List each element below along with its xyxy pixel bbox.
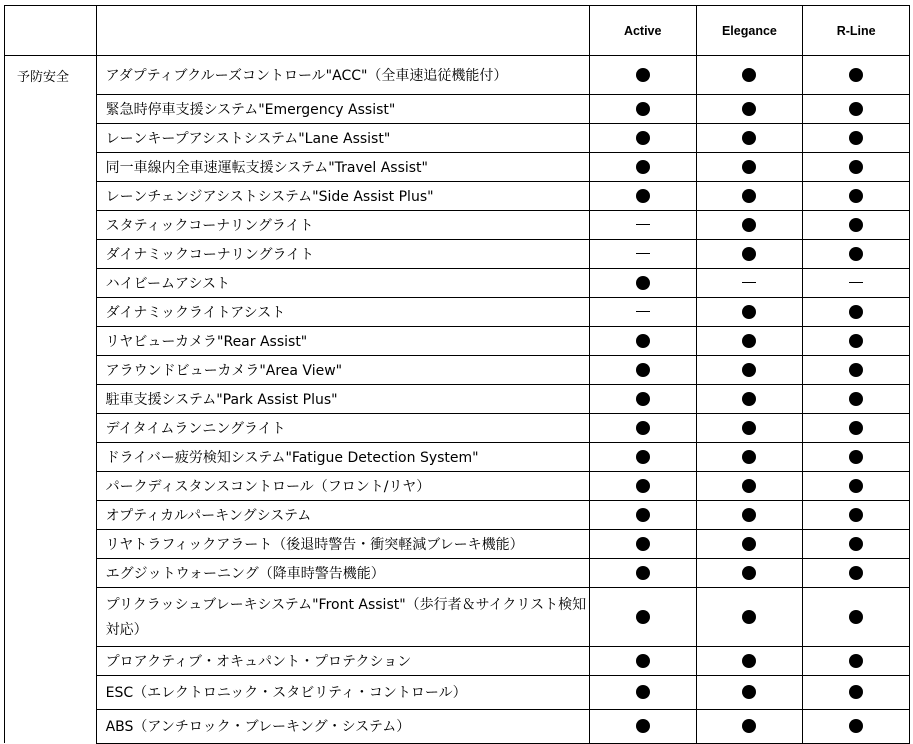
table-row (5, 646, 910, 675)
availability-cell (803, 268, 910, 297)
table-row (5, 709, 910, 743)
availability-cell (696, 471, 803, 500)
table-row (5, 587, 910, 646)
table-row (5, 413, 910, 442)
availability-cell (589, 529, 696, 558)
standard-dot-icon (849, 247, 863, 261)
standard-dot-icon (849, 685, 863, 699)
availability-cell (803, 471, 910, 500)
availability-cell (589, 413, 696, 442)
standard-dot-icon (849, 363, 863, 377)
standard-dot-icon (742, 566, 756, 580)
feature-name: エグジットウォーニング（降車時警告機能） (96, 558, 589, 587)
standard-dot-icon (742, 537, 756, 551)
availability-cell (803, 56, 910, 95)
standard-dot-icon (742, 68, 756, 82)
header-trim-elegance: Elegance (696, 6, 803, 56)
feature-name: レーンキープアシストシステム"Lane Assist" (96, 123, 589, 152)
standard-dot-icon (742, 508, 756, 522)
feature-name: オプティカルパーキングシステム (96, 500, 589, 529)
availability-cell (803, 646, 910, 675)
table-row (5, 239, 910, 268)
availability-cell (803, 94, 910, 123)
standard-dot-icon (636, 189, 650, 203)
availability-cell (803, 413, 910, 442)
availability-cell (696, 646, 803, 675)
equipment-table (4, 5, 910, 744)
availability-cell (696, 181, 803, 210)
availability-cell (803, 297, 910, 326)
availability-cell (589, 297, 696, 326)
availability-cell (696, 709, 803, 743)
table-row (5, 355, 910, 384)
standard-dot-icon (636, 68, 650, 82)
standard-dot-icon (742, 421, 756, 435)
availability-cell (696, 239, 803, 268)
availability-cell (696, 326, 803, 355)
availability-cell (803, 210, 910, 239)
category-spacer (5, 152, 97, 181)
header-trim-rline: R-Line (803, 6, 910, 56)
availability-cell (589, 675, 696, 709)
availability-cell (589, 181, 696, 210)
availability-cell (696, 675, 803, 709)
availability-cell (589, 152, 696, 181)
availability-cell (589, 326, 696, 355)
category-spacer (5, 709, 97, 743)
category-spacer (5, 558, 97, 587)
feature-name: スタティックコーナリングライト (96, 210, 589, 239)
availability-cell (696, 268, 803, 297)
standard-dot-icon (742, 450, 756, 464)
standard-dot-icon (636, 160, 650, 174)
feature-name: 同一車線内全車速運転支援システム"Travel Assist" (96, 152, 589, 181)
availability-cell (696, 355, 803, 384)
feature-name: アラウンドビューカメラ"Area View" (96, 355, 589, 384)
availability-cell (589, 56, 696, 95)
standard-dot-icon (636, 276, 650, 290)
table-row (5, 500, 910, 529)
standard-dot-icon (849, 654, 863, 668)
availability-cell (589, 500, 696, 529)
standard-dot-icon (636, 719, 650, 733)
standard-dot-icon (742, 247, 756, 261)
availability-cell (696, 297, 803, 326)
standard-dot-icon (849, 479, 863, 493)
feature-name: 駐車支援システム"Park Assist Plus" (96, 384, 589, 413)
standard-dot-icon (742, 392, 756, 406)
availability-cell (803, 709, 910, 743)
category-spacer (5, 675, 97, 709)
availability-cell (803, 558, 910, 587)
not-available-dash-icon (636, 253, 650, 255)
availability-cell (696, 500, 803, 529)
feature-name: アダプティブクルーズコントロール"ACC"（全車速追従機能付） (96, 56, 589, 95)
standard-dot-icon (742, 363, 756, 377)
standard-dot-icon (636, 421, 650, 435)
category-spacer (5, 355, 97, 384)
standard-dot-icon (849, 160, 863, 174)
table-row (5, 529, 910, 558)
availability-cell (696, 384, 803, 413)
category-spacer (5, 384, 97, 413)
feature-name: プリクラッシュブレーキシステム"Front Assist"（歩行者＆サイクリスト検知対応） (96, 587, 589, 646)
category-spacer (5, 210, 97, 239)
standard-dot-icon (742, 102, 756, 116)
standard-dot-icon (742, 218, 756, 232)
availability-cell (803, 355, 910, 384)
table-row (5, 210, 910, 239)
standard-dot-icon (742, 654, 756, 668)
availability-cell (696, 558, 803, 587)
standard-dot-icon (849, 334, 863, 348)
availability-cell (696, 56, 803, 95)
standard-dot-icon (849, 610, 863, 624)
availability-cell (696, 123, 803, 152)
standard-dot-icon (849, 102, 863, 116)
standard-dot-icon (849, 450, 863, 464)
availability-cell (589, 384, 696, 413)
standard-dot-icon (636, 450, 650, 464)
availability-cell (696, 152, 803, 181)
standard-dot-icon (849, 537, 863, 551)
availability-cell (589, 587, 696, 646)
not-available-dash-icon (636, 224, 650, 226)
standard-dot-icon (849, 218, 863, 232)
header-category-cell (5, 6, 97, 56)
availability-cell (803, 500, 910, 529)
table-row (5, 471, 910, 500)
availability-cell (589, 94, 696, 123)
feature-name: デイタイムランニングライト (96, 413, 589, 442)
availability-cell (589, 123, 696, 152)
standard-dot-icon (636, 508, 650, 522)
standard-dot-icon (636, 685, 650, 699)
standard-dot-icon (742, 305, 756, 319)
category-spacer (5, 500, 97, 529)
category-spacer (5, 646, 97, 675)
availability-cell (803, 384, 910, 413)
feature-name: パークディスタンスコントロール（フロント/リヤ） (96, 471, 589, 500)
standard-dot-icon (636, 610, 650, 624)
standard-dot-icon (636, 537, 650, 551)
availability-cell (589, 709, 696, 743)
table-row (5, 558, 910, 587)
availability-cell (803, 239, 910, 268)
standard-dot-icon (849, 508, 863, 522)
table-row (5, 675, 910, 709)
availability-cell (803, 181, 910, 210)
table-row (5, 123, 910, 152)
availability-cell (589, 558, 696, 587)
category-spacer (5, 471, 97, 500)
availability-cell (696, 587, 803, 646)
availability-cell (803, 123, 910, 152)
table-row (5, 442, 910, 471)
standard-dot-icon (742, 160, 756, 174)
standard-dot-icon (742, 685, 756, 699)
feature-name: ABS（アンチロック・ブレーキング・システム） (96, 709, 589, 743)
category-spacer (5, 529, 97, 558)
category-spacer (5, 123, 97, 152)
feature-name: ダイナミックライトアシスト (96, 297, 589, 326)
category-spacer (5, 326, 97, 355)
availability-cell (589, 646, 696, 675)
table-row (5, 326, 910, 355)
availability-cell (803, 152, 910, 181)
category-spacer (5, 94, 97, 123)
feature-name: ESC（エレクトロニック・スタビリティ・コントロール） (96, 675, 589, 709)
standard-dot-icon (849, 189, 863, 203)
availability-cell (803, 587, 910, 646)
category-spacer (5, 268, 97, 297)
category-spacer (5, 413, 97, 442)
availability-cell (589, 239, 696, 268)
table-row (5, 56, 910, 95)
availability-cell (803, 326, 910, 355)
standard-dot-icon (636, 131, 650, 145)
header-feature-cell (96, 6, 589, 56)
standard-dot-icon (849, 131, 863, 145)
category-label: 予防安全 (5, 56, 97, 95)
standard-dot-icon (849, 719, 863, 733)
availability-cell (589, 442, 696, 471)
availability-cell (696, 413, 803, 442)
standard-dot-icon (742, 610, 756, 624)
table-row (5, 384, 910, 413)
not-available-dash-icon (849, 282, 863, 284)
standard-dot-icon (636, 479, 650, 493)
standard-dot-icon (849, 566, 863, 580)
table-row (5, 152, 910, 181)
availability-cell (803, 442, 910, 471)
standard-dot-icon (742, 479, 756, 493)
not-available-dash-icon (742, 282, 756, 284)
availability-cell (803, 675, 910, 709)
header-row (5, 6, 910, 56)
availability-cell (589, 355, 696, 384)
availability-cell (589, 210, 696, 239)
standard-dot-icon (742, 334, 756, 348)
standard-dot-icon (742, 131, 756, 145)
availability-cell (696, 529, 803, 558)
standard-dot-icon (636, 392, 650, 406)
category-spacer (5, 587, 97, 646)
category-spacer (5, 181, 97, 210)
availability-cell (696, 442, 803, 471)
standard-dot-icon (849, 421, 863, 435)
feature-name: プロアクティブ・オキュパント・プロテクション (96, 646, 589, 675)
feature-name: リヤトラフィックアラート（後退時警告・衝突軽減ブレーキ機能） (96, 529, 589, 558)
availability-cell (696, 94, 803, 123)
standard-dot-icon (636, 566, 650, 580)
table-row (5, 94, 910, 123)
availability-cell (696, 210, 803, 239)
category-spacer (5, 239, 97, 268)
availability-cell (589, 471, 696, 500)
standard-dot-icon (742, 719, 756, 733)
standard-dot-icon (636, 363, 650, 377)
standard-dot-icon (849, 68, 863, 82)
category-spacer (5, 297, 97, 326)
availability-cell (589, 268, 696, 297)
feature-name: リヤビューカメラ"Rear Assist" (96, 326, 589, 355)
header-trim-active: Active (589, 6, 696, 56)
feature-name: ハイビームアシスト (96, 268, 589, 297)
table-row (5, 297, 910, 326)
standard-dot-icon (636, 334, 650, 348)
table-row (5, 268, 910, 297)
category-spacer (5, 442, 97, 471)
feature-name: ドライバー疲労検知システム"Fatigue Detection System" (96, 442, 589, 471)
feature-name: ダイナミックコーナリングライト (96, 239, 589, 268)
availability-cell (803, 529, 910, 558)
standard-dot-icon (636, 654, 650, 668)
feature-name: レーンチェンジアシストシステム"Side Assist Plus" (96, 181, 589, 210)
not-available-dash-icon (636, 311, 650, 313)
table-row (5, 181, 910, 210)
standard-dot-icon (849, 305, 863, 319)
standard-dot-icon (849, 392, 863, 406)
feature-name: 緊急時停車支援システム"Emergency Assist" (96, 94, 589, 123)
standard-dot-icon (742, 189, 756, 203)
standard-dot-icon (636, 102, 650, 116)
